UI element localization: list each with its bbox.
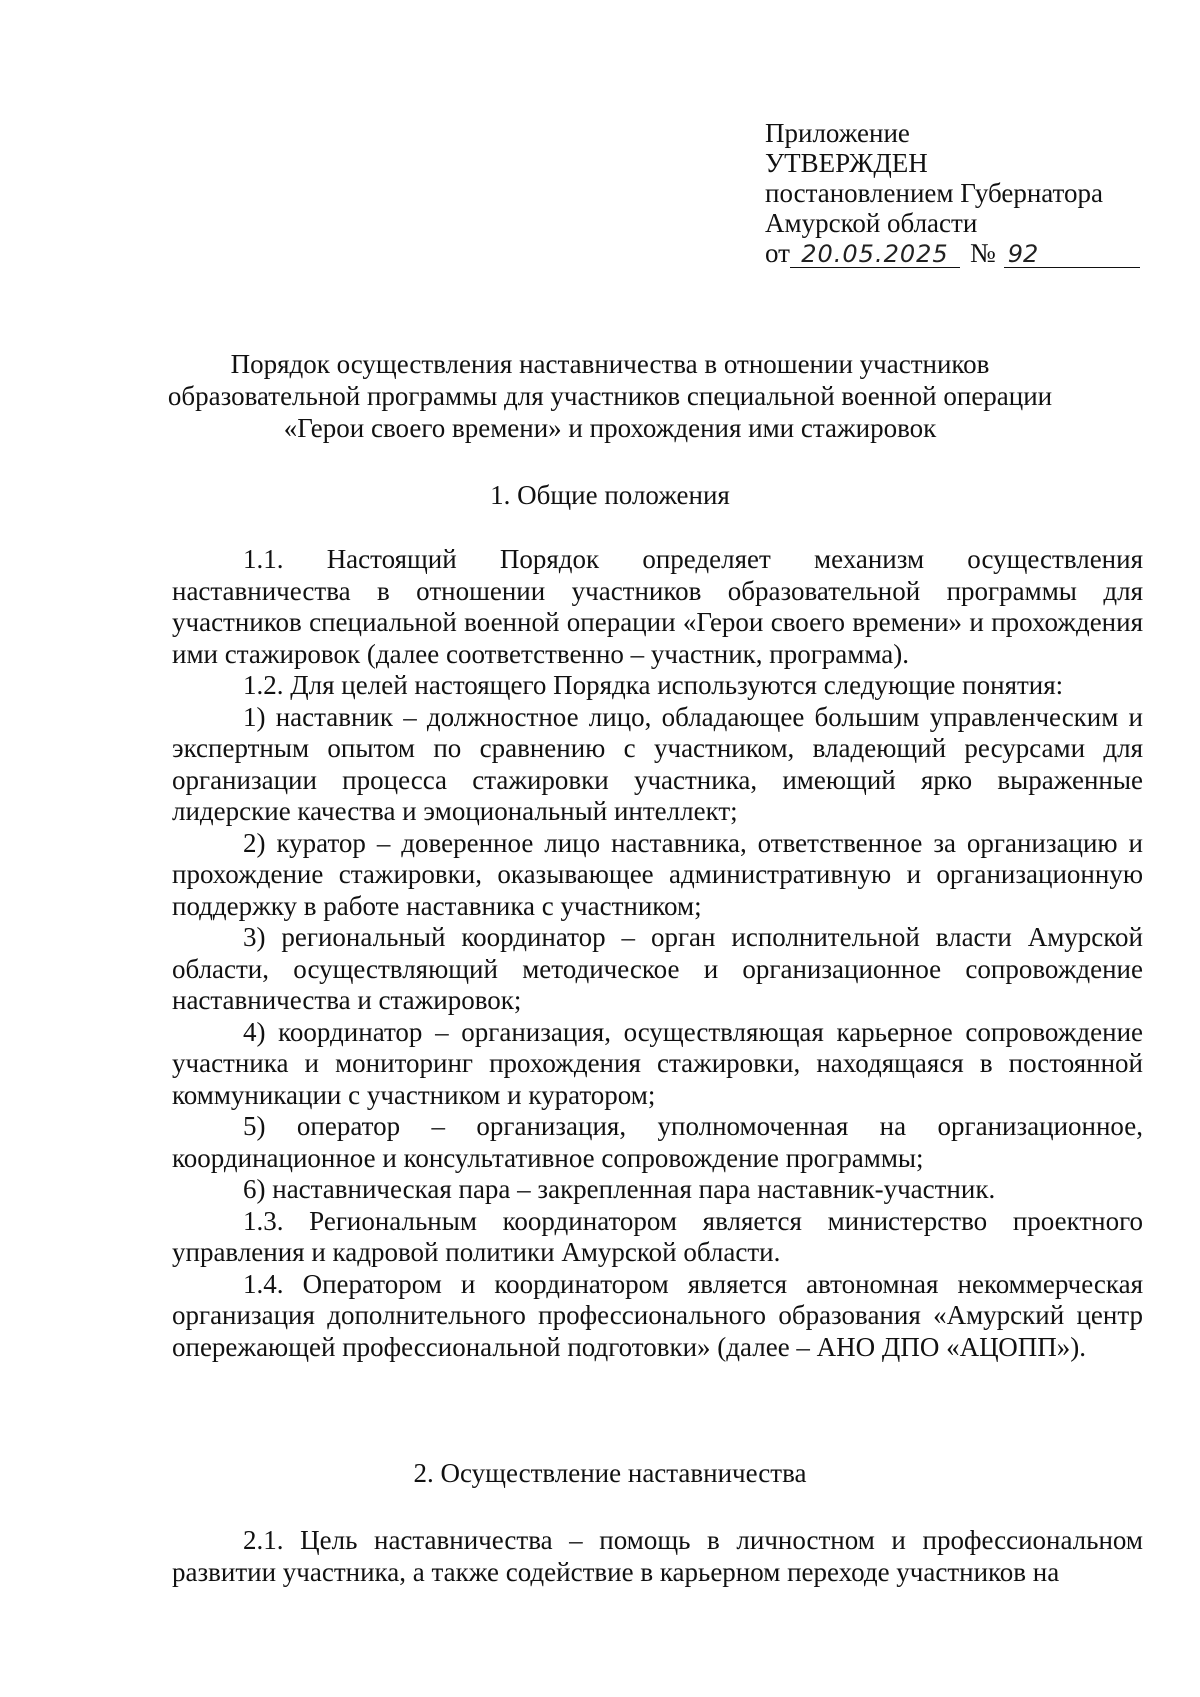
paragraph-1-3: 1.3. Региональным координатором является министерство проектного управления и кадровой политики Амурской области. bbox=[172, 1205, 1143, 1267]
decree-label: постановлением Губернатора bbox=[765, 178, 1103, 208]
handwritten-date: 20.05.2025 bbox=[790, 241, 960, 268]
approval-block bbox=[765, 118, 1140, 268]
title-line-3: «Герои своего времени» и прохождения ими стажировок bbox=[283, 413, 937, 443]
date-prefix: от bbox=[765, 238, 790, 268]
paragraph-1-4: 1.4. Оператором и координатором является автономная некоммерческая организация дополнительного профессионального образования «Амурский центр опережающей профессиональной подготовки» (далее – АНО ДПО «АЦОПП»). bbox=[172, 1268, 1143, 1362]
number-sign: № bbox=[969, 238, 996, 268]
section-2-body bbox=[172, 1525, 1143, 1588]
title-line-1: Порядок осуществления наставничества в отношении участников bbox=[230, 349, 990, 379]
document-title bbox=[150, 348, 1070, 444]
appendix-label: Приложение bbox=[765, 118, 910, 148]
handwritten-number: 92 bbox=[1004, 241, 1140, 268]
definition-mentor-pair: 6) наставническая пара – закрепленная пара наставник-участник. bbox=[243, 1174, 996, 1204]
section-1-body bbox=[172, 544, 1143, 1363]
title-line-2: образовательной программы для участников специальной военной операции bbox=[167, 381, 1053, 411]
definition-regional-coordinator: 3) региональный координатор – орган исполнительной власти Амурской области, осуществляющий методическое и организационное сопровождение наставничества и стажировок; bbox=[172, 922, 1143, 1015]
definition-operator: 5) оператор – организация, уполномоченная на организационное, координационное и консультативное сопровождение программы; bbox=[172, 1111, 1143, 1173]
date-number-line bbox=[765, 238, 1140, 268]
paragraph-1-1: 1.1. Настоящий Порядок определяет механизм осуществления наставничества в отношении участников образовательной программы для участников специальной военной операции «Герои своего времени» и прохождения ими стажировок (далее соответственно – участник, программа). bbox=[172, 544, 1143, 669]
approved-label: УТВЕРЖДЕН bbox=[765, 148, 928, 178]
region-label: Амурской области bbox=[765, 208, 978, 238]
paragraph-1-2: 1.2. Для целей настоящего Порядка используются следующие понятия: bbox=[243, 670, 1064, 700]
section-1-heading: 1. Общие положения bbox=[490, 480, 730, 510]
paragraph-2-1: 2.1. Цель наставничества – помощь в личностном и профессиональном развитии участника, а также содействие в карьерном переходе участников на bbox=[172, 1525, 1143, 1587]
definition-mentor: 1) наставник – должностное лицо, обладающее большим управленческим и экспертным опытом по сравнению с участником, владеющий ресурсами для организации процесса стажировки участника, имеющий ярко выраженные лидерские качества и эмоциональный интеллект; bbox=[172, 701, 1143, 826]
section-2-heading: 2. Осуществление наставничества bbox=[413, 1458, 807, 1488]
definition-curator: 2) куратор – доверенное лицо наставника, ответственное за организацию и прохождение стажировки, оказывающее административную и организационную поддержку в работе наставника с участником; bbox=[172, 827, 1143, 921]
definition-coordinator: 4) координатор – организация, осуществляющая карьерное сопровождение участника и мониторинг прохождения стажировки, находящаяся в постоянной коммуникации с участником и куратором; bbox=[172, 1016, 1143, 1110]
